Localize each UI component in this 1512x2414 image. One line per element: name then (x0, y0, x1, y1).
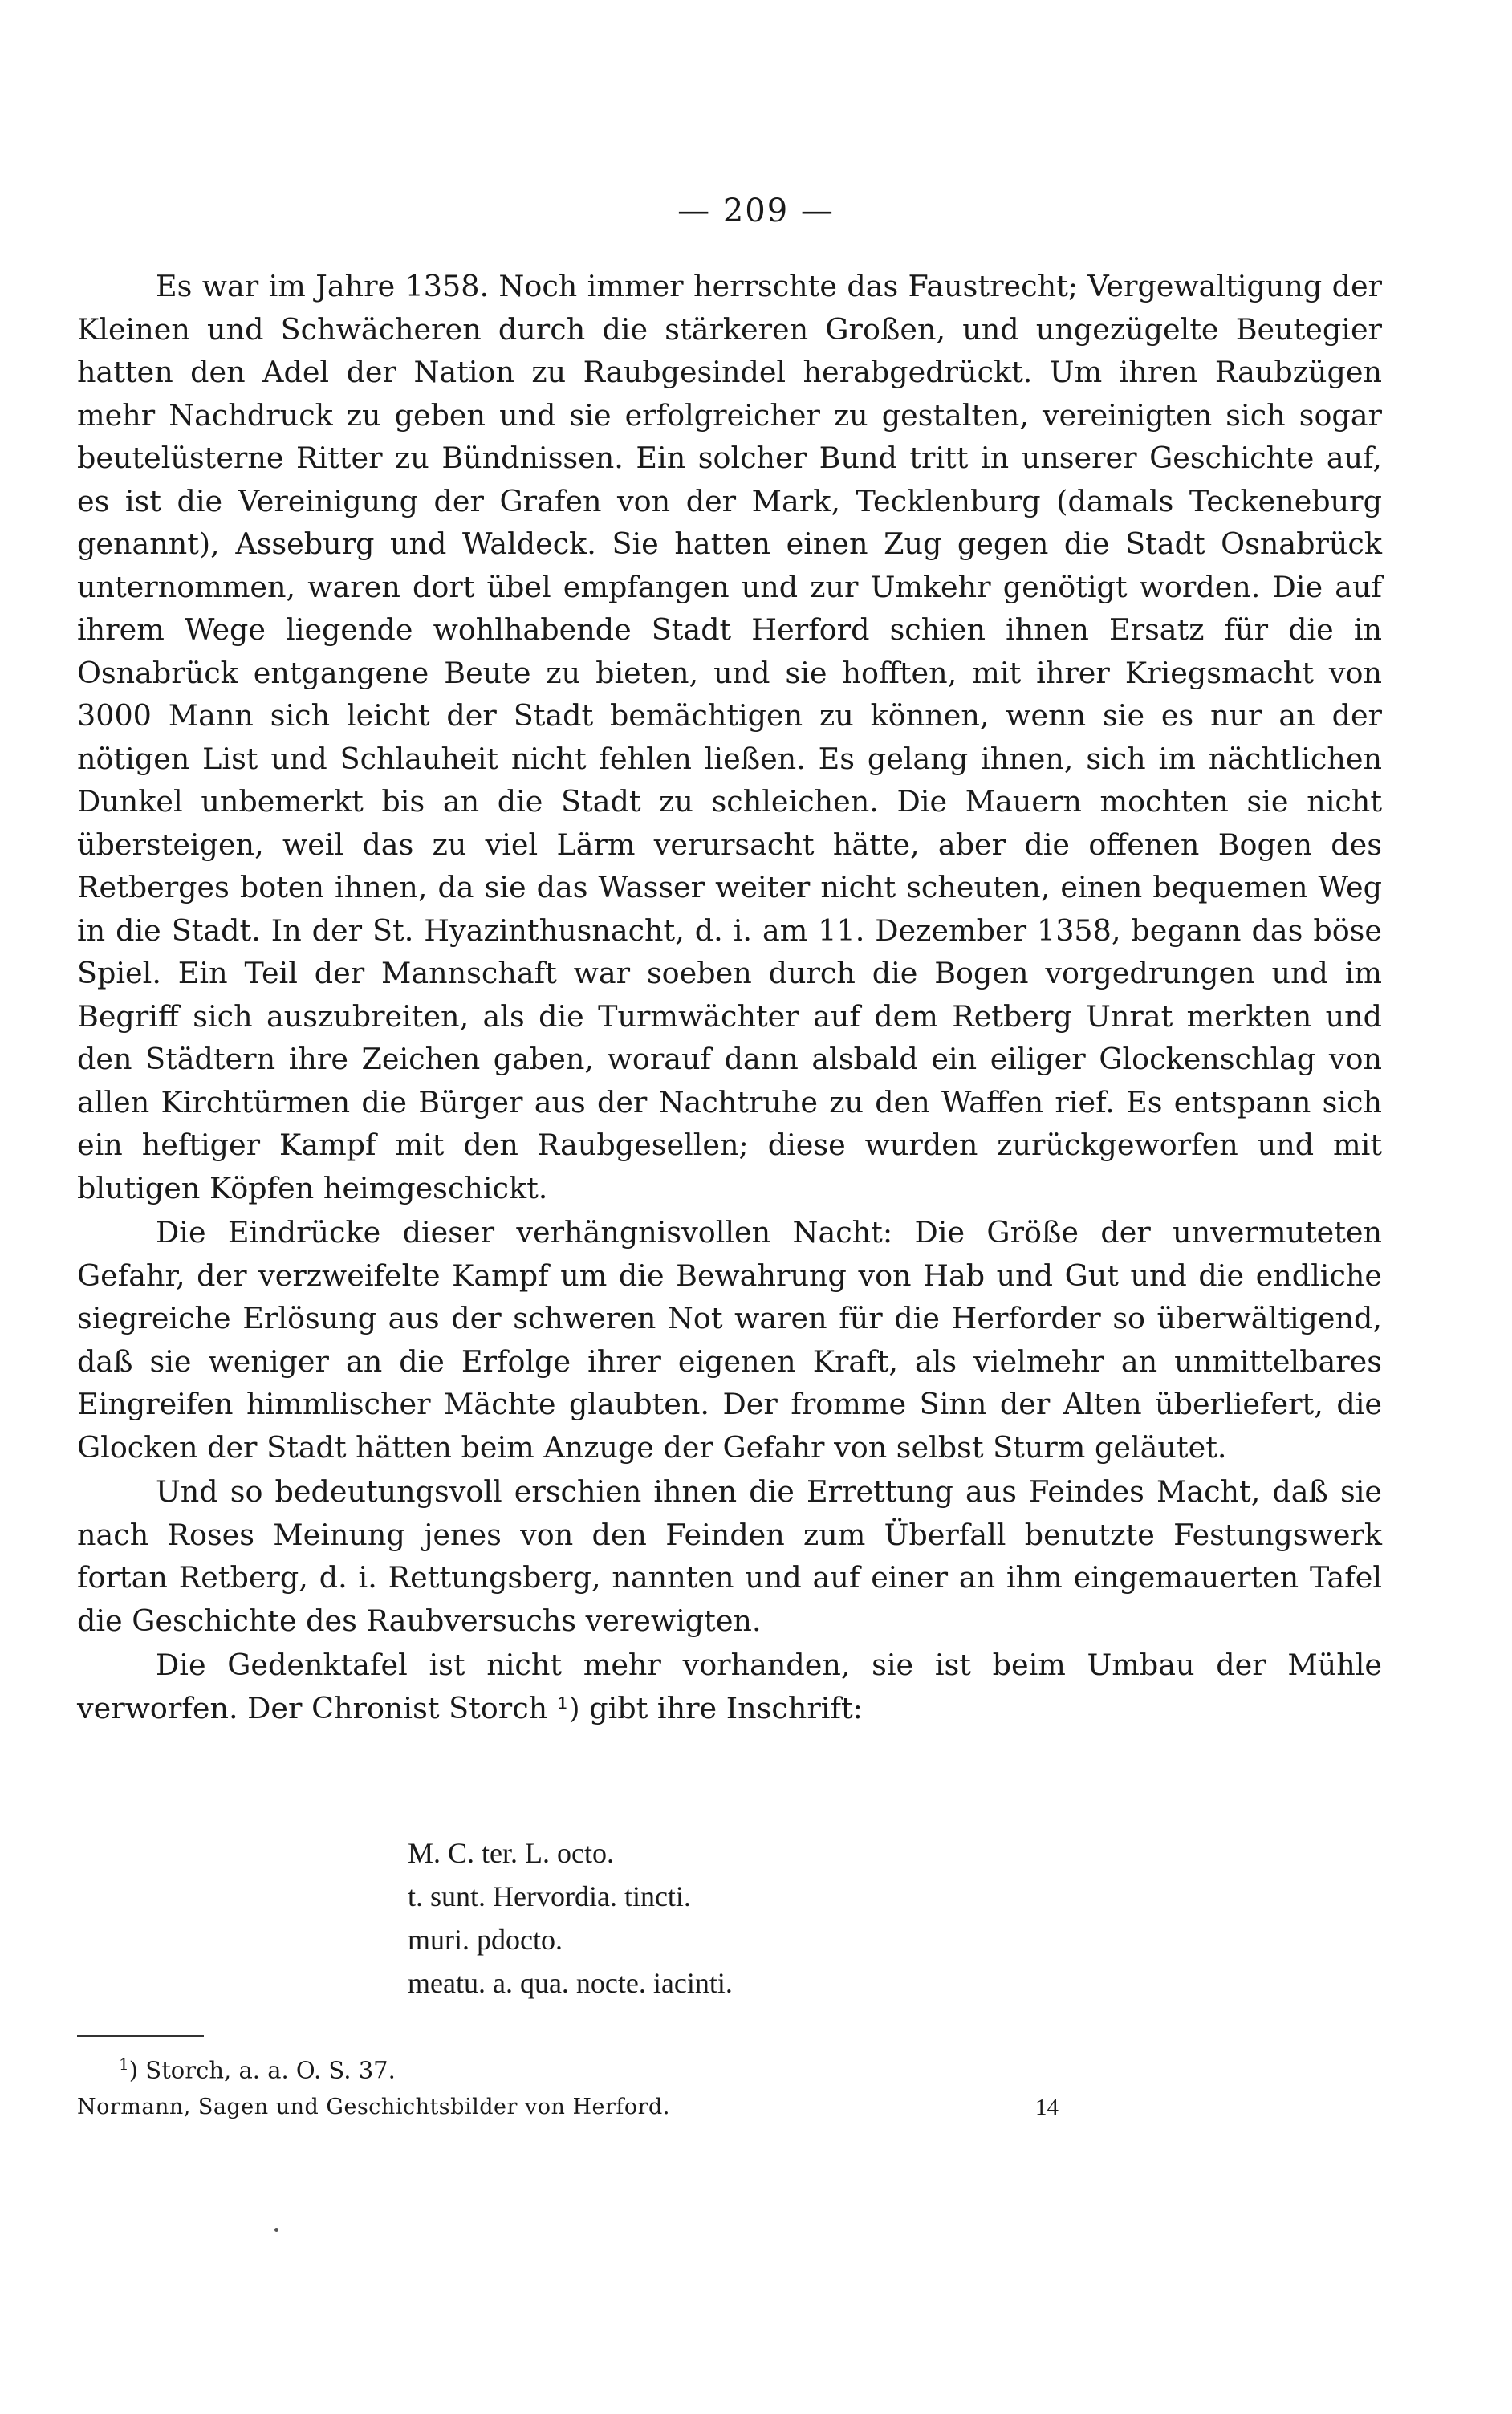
body-text (77, 265, 1382, 1731)
footnote-marker: 1 (119, 2054, 129, 2074)
inscription-line-2: t. sunt. Hervordia. tincti. (408, 1880, 691, 1912)
page-number: — 209 — (677, 193, 835, 230)
paragraph-2: Die Eindrücke dieser verhängnisvollen Nacht: Die Größe der unvermuteten Gefahr, der verzweifelte Kampf um die Bewahrung von Hab und Gut und die endliche siegreiche Erlösung aus der schweren Not waren für die Herforder so überwältigend, daß sie weniger an die Erfolge ihrer eigenen Kraft, als vielmehr an unmittelbares Eingreifen himmlischer Mächte glaubten. Der fromme Sinn der Alten überliefert, die Glocken der Stadt hätten beim Anzuge der Gefahr von selbst Sturm geläutet. (77, 1215, 1382, 1465)
inscription-line-3: muri. pdocto. (408, 1924, 563, 1956)
paragraph-3: Und so bedeutungsvoll erschien ihnen die Errettung aus Feindes Macht, daß sie nach Roses Meinung jenes von den Feinden zum Überfall benutzte Festungswerk fortan Retberg, d. i. Rettungsberg, nannten und auf einer an ihm eingemauerten Tafel die Geschichte des Raubversuchs verewigten. (77, 1474, 1382, 1638)
footnote (119, 2048, 396, 2087)
footnote-text: ) Storch, a. a. O. S. 37. (128, 2056, 396, 2084)
signature-source: Normann, Sagen und Geschichtsbilder von Herford. (77, 2095, 670, 2119)
inscription-line-4: meatu. a. qua. nocte. iacinti. (408, 1967, 733, 1999)
inscription-line-1: M. C. ter. L. octo. (408, 1837, 614, 1869)
paragraph-1: Es war im Jahre 1358. Noch immer herrschte das Faustrecht; Vergewaltigung der Kleinen und Schwächeren durch die stärkeren Großen, und ungezügelte Beutegier hatten den Adel der Nation zu Raubgesindel herabgedrückt. Um ihren Raubzügen mehr Nachdruck zu geben und sie erfolgreicher zu gestalten, vereinigten sich sogar beutelüsterne Ritter zu Bündnissen. Ein solcher Bund tritt in unserer Geschichte auf, es ist die Vereinigung der Grafen von der Mark, Tecklenburg (damals Teckeneburg genannt), Asseburg und Waldeck. Sie hatten einen Zug gegen die Stadt Osnabrück unternommen, waren dort übel empfangen und zur Umkehr genötigt worden. Die auf ihrem Wege liegende wohlhabende Stadt Herford schien ihnen Ersatz für die in Osnabrück entgangene Beute zu bieten, und sie hofften, mit ihrer Kriegsmacht von 3000 Mann sich leicht der Stadt bemächtigen zu können, wenn sie es nur an der nötigen List und Schlauheit nicht fehlen ließen. Es gelang ihnen, sich im nächtlichen Dunkel unbemerkt bis an die Stadt zu schleichen. Die Mauern mochten sie nicht übersteigen, weil das zu viel Lärm verursacht hätte, aber die offenen Bogen des Retberges boten ihnen, da sie das Wasser weiter nicht scheuten, einen bequemen Weg in die Stadt. In der St. Hyazinthusnacht, d. i. am 11. Dezember 1358, begann das böse Spiel. Ein Teil der Mannschaft war soeben durch die Bogen vorgedrungen und im Begriff sich auszubreiten, als die Turmwächter auf dem Retberg Unrat merkten und den Städtern ihre Zeichen gaben, worauf dann alsbald ein eiliger Glockenschlag von allen Kirchtürmen die Bürger aus der Nachtruhe zu den Waffen rief. Es entspann sich ein heftiger Kampf mit den Raubgesellen; diese wurden zurückgeworfen und mit blutigen Köpfen heimgeschickt. (77, 269, 1382, 1205)
latin-inscription (408, 1831, 733, 2005)
footnote-divider (77, 2035, 204, 2037)
paragraph-4: Die Gedenktafel ist nicht mehr vorhanden, sie ist beim Umbau der Mühle verworfen. Der Chronist Storch ¹) gibt ihre Inschrift: (77, 1648, 1382, 1725)
signature-sheet-number: 14 (1035, 2095, 1059, 2120)
paper-speck (274, 2228, 278, 2232)
